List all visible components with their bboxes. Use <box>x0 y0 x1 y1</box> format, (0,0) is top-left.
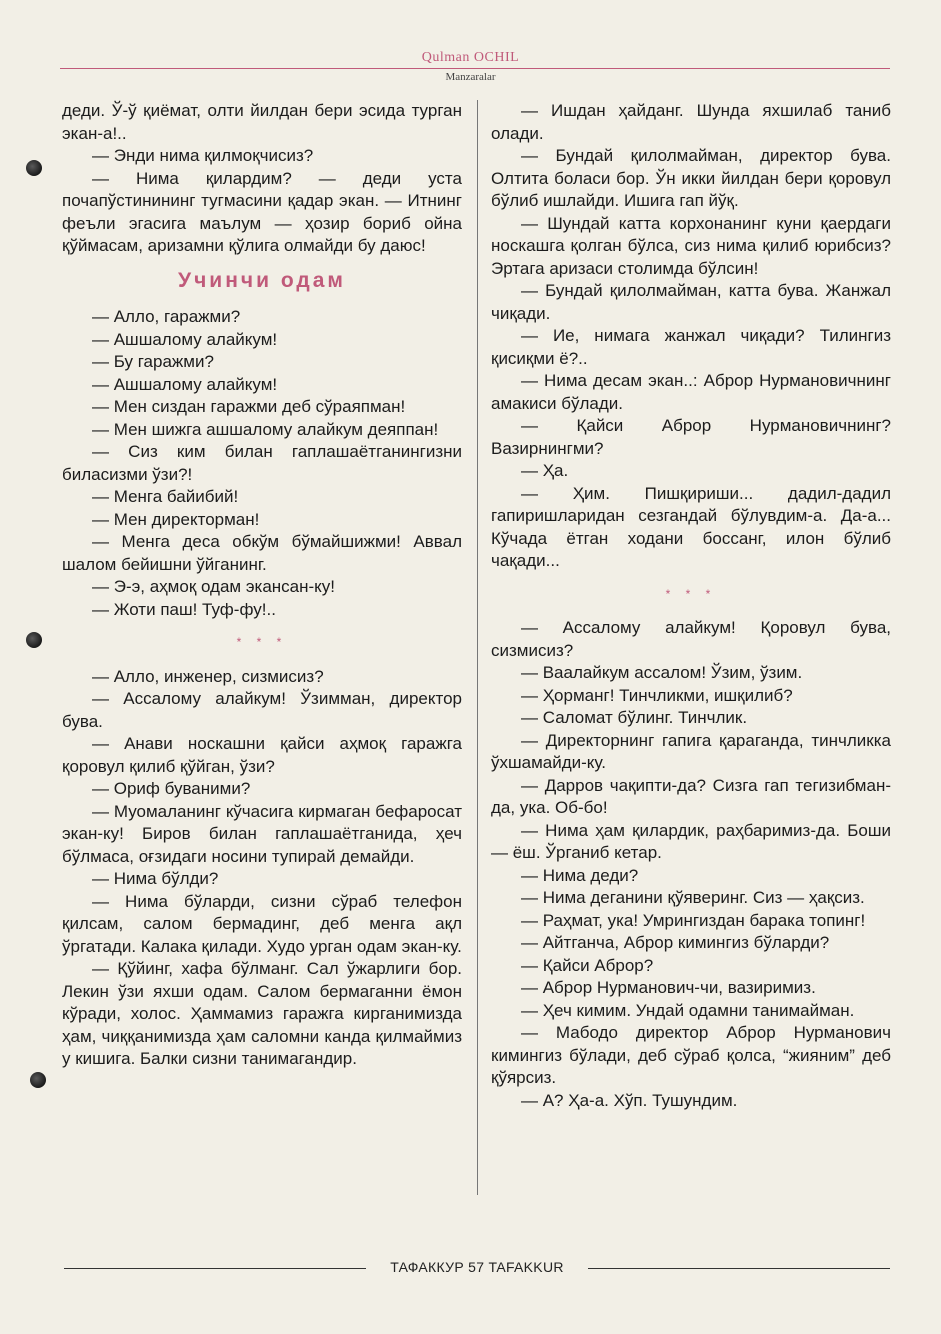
paragraph: — Қайси Аброр? <box>521 955 654 975</box>
paragraph: — Шундай катта корхонанинг куни қаердаги носкашга қолган бўлса, сиз нима қилиб юрибсиз? Эртага аризаси столимда бўлсин! <box>491 213 891 278</box>
binder-hole-icon <box>26 632 42 648</box>
paragraph: — Ассалому алайкум! Ўзимман, директор бува. <box>62 689 462 731</box>
paragraph: — Бундай қилолмайман, директор бува. Олтита боласи бор. Ўн икки йилдан бери қоровул бўлиб ишлайди. Ишига гап йўқ. <box>491 146 891 210</box>
paragraph: — Бу гаражми? <box>92 352 214 371</box>
paragraph: — Аброр Нурманович-чи, вазиримиз. <box>521 978 816 997</box>
paragraph: — Қўйинг, хафа бўлманг. Сал ўжарлиги бор. Лекин ўзи яхши одам. Салом бермаганни ёмон кўради, холос. Ҳаммамиз гаражга кирганимизда ҳам, чиққанимизда ҳам саломни канда қилмаймиз у кишига. Балки сизни танимагандир. <box>62 959 462 1068</box>
paragraph: — Қайси Аброр Нурмановичнинг? Вазирнингми? <box>491 416 891 458</box>
paragraph: — Ваалайкум ассалом! Ўзим, ўзим. <box>521 663 803 682</box>
footer-rule-left <box>64 1268 366 1269</box>
paragraph: — Мен директорман! <box>92 509 260 529</box>
paragraph: — Нима деди? <box>521 865 639 885</box>
paragraph: — Директорнинг гапига қараганда, тинчликка ўхшамайди-ку. <box>491 730 891 772</box>
paragraph: — Менга деса обкўм бўмайшижми! Аввал шалом бейишни ўйганинг. <box>62 532 462 574</box>
running-header-author: Qulman OCHIL <box>421 50 520 65</box>
binder-hole-icon <box>30 1072 46 1088</box>
paragraph: — Ашшалому алайкум! <box>92 329 278 349</box>
paragraph: деди. Ў-ў қиёмат, олти йилдан бери эсида турган экан-а!.. <box>62 101 462 143</box>
scene-separator: * * * <box>665 586 717 601</box>
paragraph: — Дарров чақипти-да? Сизга гап тегизибман-да, ука. Об-бо! <box>491 775 891 817</box>
paragraph: — Алло, инженер, сизмисиз? <box>92 666 324 686</box>
paragraph: — Нима бўларди, сизни сўраб телефон қилсам, салом бермадинг, деб менга ақл ўргатади. Калака қилади. Худо урган одам экан-ку. <box>62 891 462 956</box>
paragraph: — Алло, гаражми? <box>92 307 241 326</box>
paragraph: — Менга байибий! <box>92 487 239 506</box>
paragraph: — Ассалому алайкум! Қоровул бува, сизмисиз? <box>491 618 891 660</box>
page-footer: ТАФАККУР 57 TAFAKKUR <box>390 1259 564 1275</box>
paragraph: — Нима десам экан..: Аброр Нурмановичнинг амакиси бўлади. <box>491 371 891 413</box>
paragraph: — Ҳорманг! Тинчликми, ишқилиб? <box>521 685 793 705</box>
paragraph: — Ашшалому алайкум! <box>92 374 278 394</box>
paragraph: — Ие, нимага жанжал чиқади? Тилингиз қисиқми ё?.. <box>491 326 891 368</box>
left-column <box>62 100 462 1071</box>
paragraph: — Раҳмат, ука! Умрингиздан барака топинг! <box>521 910 866 930</box>
paragraph: — Нима бўлди? <box>92 869 219 888</box>
paragraph: — Мен сиздан гаражми деб сўраяпман! <box>92 397 406 416</box>
paragraph: — Бундай қилолмайман, катта бува. Жанжал чиқади. <box>491 281 891 323</box>
right-column <box>491 100 891 1112</box>
footer-rule-right <box>588 1268 890 1269</box>
paragraph: — Сиз ким билан гаплашаётганингизни биласизми ўзи?! <box>62 442 462 484</box>
paragraph: — Ҳа. <box>521 461 569 480</box>
paragraph: — Энди нима қилмоқчисиз? <box>92 146 314 165</box>
running-header-section: Manzaralar <box>445 71 496 83</box>
paragraph: — Айтганча, Аброр кимингиз бўларди? <box>521 933 830 952</box>
paragraph: — Ҳим. Пишқириши... дадил-дадил гапиришларидан сезгандай бўлувдим-а. Да-а... Кўчада ётган ходани боссанг, илон бўлиб чақади... <box>491 483 891 570</box>
paragraph: — Муомаланинг кўчасига кирмаган бефаросат экан-ку! Биров билан гаплашаётганида, ҳеч бўлмаса, оғзидаги носини тупирай демайди. <box>62 801 462 866</box>
binder-hole-icon <box>26 160 42 176</box>
header-rule <box>60 68 890 69</box>
paragraph: — Ориф буваними? <box>92 779 251 798</box>
paragraph: — Нима қилардим? — деди уста почапўстинининг тугмасини қадар экан. — Итнинг феъли эгасига маълум — ҳозир бориб ойна қўймасам, аризамни қўлига олмайди бу даюс! <box>62 168 462 255</box>
paragraph: — А? Ҳа-а. Хўп. Тушундим. <box>521 1090 738 1110</box>
paragraph: — Жоти паш! Туф-фу!.. <box>92 599 276 619</box>
paragraph: — Э-э, аҳмоқ одам экансан-ку! <box>92 577 336 596</box>
column-divider <box>477 100 478 1195</box>
paragraph: — Саломат бўлинг. Тинчлик. <box>521 708 748 727</box>
paragraph: — Мабодо директор Аброр Нурманович кимингиз бўлади, деб сўраб қолса, “жияним” деб қўярсиз. <box>491 1023 891 1087</box>
paragraph: — Мен шижга ашшалому алайкум деяппан! <box>92 419 439 439</box>
section-title: Учинчи одам <box>178 268 346 292</box>
paragraph: — Ҳеч кимим. Ундай одамни танимайман. <box>521 1000 855 1020</box>
scene-separator: * * * <box>236 635 288 649</box>
paragraph: — Ишдан ҳайданг. Шунда яхшилаб таниб олади. <box>491 101 891 143</box>
paragraph: — Нима ҳам қилардик, раҳбаримиз-да. Боши — ёш. Ўрганиб кетар. <box>491 820 891 862</box>
paragraph: — Анави носкашни қайси аҳмоқ гаражга қоровул қилиб қўйган, ўзи? <box>62 734 462 776</box>
paragraph: — Нима деганини қўяверинг. Сиз — ҳақсиз. <box>521 888 865 907</box>
